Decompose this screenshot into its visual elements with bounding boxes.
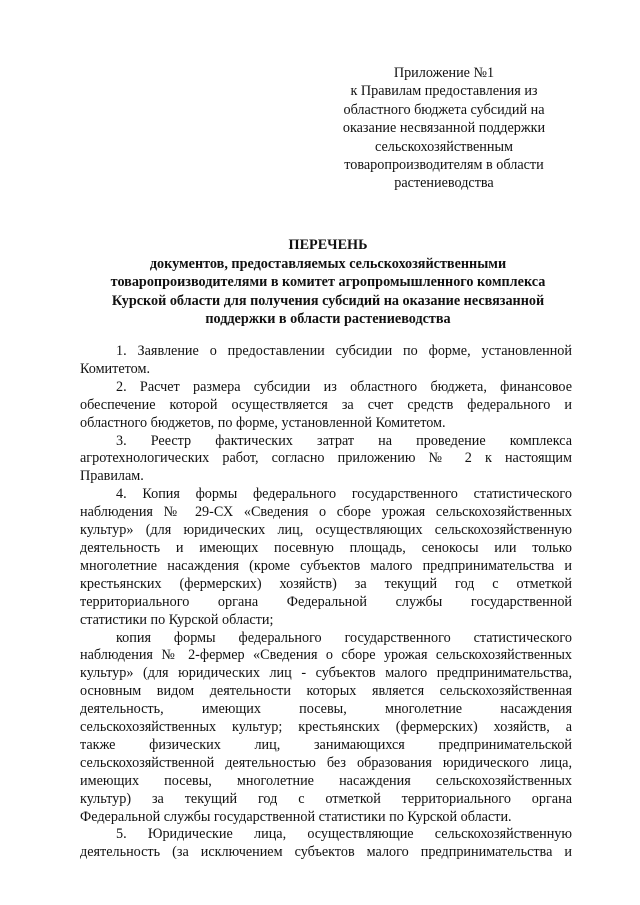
paragraph-item-2 bbox=[80, 379, 572, 433]
text-line: основным видом деятельности которых является сельскохозяйственная bbox=[80, 683, 572, 700]
text-line: наблюдения № 29-СХ «Сведения о сборе урожая сельскохозяйственных bbox=[80, 504, 572, 521]
text-line: агротехнологических работ, согласно приложению № 2 к настоящим bbox=[80, 450, 572, 467]
document-body bbox=[80, 343, 572, 862]
appendix-header bbox=[328, 64, 560, 193]
paragraph-item-4 bbox=[80, 486, 572, 629]
text-line: деятельность и имеющих посевную площадь, сенокосы или только bbox=[80, 539, 572, 556]
text-line: деятельность, имеющих посевы, многолетние насаждения bbox=[80, 701, 572, 718]
text-line: Правилам. bbox=[80, 468, 144, 485]
text-line: наблюдения № 2-фермер «Сведения о сборе урожая сельскохозяйственных bbox=[80, 647, 572, 664]
text-line: 1. Заявление о предоставлении субсидии по форме, установленной bbox=[116, 343, 572, 359]
text-line: многолетние насаждения (кроме субъектов малого предпринимательства и bbox=[80, 557, 572, 574]
appendix-line: областного бюджета субсидий на bbox=[343, 101, 545, 118]
text-line: сельскохозяйственных культур; крестьянских (фермерских) хозяйств, а bbox=[80, 719, 572, 736]
text-line: также физических лиц, занимающихся предпринимательской bbox=[80, 736, 572, 753]
title-line: Курской области для получения субсидий на оказание несвязанной bbox=[111, 292, 545, 309]
text-line: 2. Расчет размера субсидии из областного бюджета, финансовое bbox=[116, 378, 572, 395]
text-line: обеспечение которой осуществляется за счет средств федерального и bbox=[80, 396, 572, 413]
text-line: территориального органа Федеральной службы государственной bbox=[80, 593, 572, 610]
paragraph-item-5 bbox=[80, 826, 572, 862]
text-line: крестьянских (фермерских) хозяйств) за текущий год с отметкой bbox=[80, 575, 572, 592]
text-line: областного бюджетов, по форме, установленной Комитетом. bbox=[80, 414, 446, 431]
text-line: статистики по Курской области; bbox=[80, 611, 274, 628]
text-line: культур) за текущий год с отметкой территориального органа bbox=[80, 790, 572, 807]
appendix-line: товаропроизводителям в области bbox=[344, 157, 544, 174]
text-line: 5. Юридические лица, осуществляющие сельскохозяйственную bbox=[116, 826, 572, 843]
title-heading: ПЕРЕЧЕНЬ bbox=[288, 237, 368, 253]
appendix-line: Приложение №1 bbox=[393, 65, 495, 81]
appendix-line: сельскохозяйственным bbox=[374, 138, 513, 155]
paragraph-item-4-copy-form bbox=[80, 630, 572, 827]
appendix-line: к Правилам предоставления из bbox=[350, 83, 538, 100]
text-line: 4. Копия формы федерального государственного статистического bbox=[116, 486, 572, 503]
title-line: поддержки в области растениеводства bbox=[205, 311, 451, 328]
text-line: Федеральной службы государственной статистики по Курской области. bbox=[80, 808, 512, 825]
text-line: имеющих посевы, многолетние насаждения сельскохозяйственных bbox=[80, 772, 572, 789]
title-line: товаропроизводителями в комитет агропромышленного комплекса bbox=[110, 274, 546, 291]
text-line: культур» (для юридических лиц - субъектов малого предпринимательства, bbox=[80, 665, 572, 682]
title-line: документов, предоставляемых сельскохозяйственными bbox=[149, 255, 507, 272]
appendix-line: оказание несвязанной поддержки bbox=[342, 120, 546, 137]
paragraph-item-3 bbox=[80, 433, 572, 487]
paragraph-item-1 bbox=[80, 343, 572, 379]
text-line: сельскохозяйственной деятельностью без образования юридического лица, bbox=[80, 754, 572, 771]
document-title bbox=[78, 236, 578, 329]
text-line: копия формы федерального государственного статистического bbox=[116, 629, 572, 646]
text-line: Комитетом. bbox=[80, 360, 151, 377]
text-line: 3. Реестр фактических затрат на проведение комплекса bbox=[116, 432, 572, 449]
appendix-line: растениеводства bbox=[394, 175, 494, 192]
text-line: культур» (для юридических лиц, осуществляющих сельскохозяйственную bbox=[80, 522, 572, 539]
text-line: деятельность (за исключением субъектов малого предпринимательства и bbox=[80, 844, 572, 861]
